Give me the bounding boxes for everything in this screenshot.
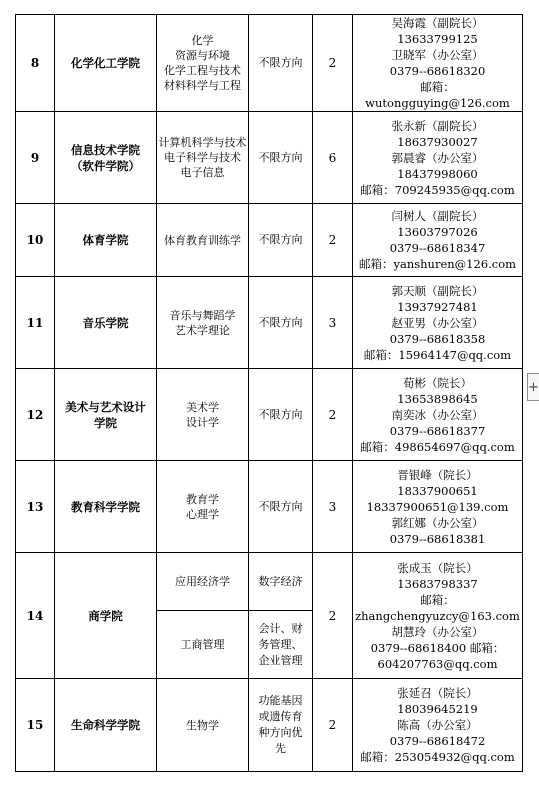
major-list <box>157 461 249 553</box>
contact-info-line: 吴海霞（副院长） <box>391 16 484 30</box>
major-list <box>157 553 249 611</box>
major-list <box>157 204 249 277</box>
contact-info-line: 卫晓军（办公室） <box>391 48 484 62</box>
college-name <box>55 679 157 772</box>
contact-info-line: 邮箱： <box>420 592 455 607</box>
major-list <box>157 679 249 772</box>
major-list-line: 体育教育训练学 <box>164 233 241 247</box>
college-name-line: 美术与艺术设计 <box>65 399 146 414</box>
contact-info <box>353 679 523 772</box>
contact-info-line: 13633799125 <box>397 32 478 46</box>
major-list-line: 化学 <box>191 34 214 47</box>
research-direction-line: 不限方向 <box>258 499 303 513</box>
college-name <box>55 204 157 277</box>
contact-info <box>353 277 523 369</box>
contact-info <box>353 15 523 112</box>
college-name-line: 商学院 <box>88 608 123 623</box>
college-name <box>55 369 157 461</box>
contact-info-line: 0379--68618381 <box>389 531 486 546</box>
row-number: 8 <box>16 15 55 112</box>
major-list-line: 音乐与舞蹈学 <box>169 308 236 322</box>
contact-info-line: 18637930027 <box>397 134 478 149</box>
contact-info-line: 邮箱： <box>420 80 455 94</box>
table-row <box>16 112 523 204</box>
college-name-line: 学院 <box>94 415 117 430</box>
contact-info-line: 荀彬（院长） <box>403 375 472 390</box>
contact-info <box>353 112 523 204</box>
college-name-line: 信息技术学院 <box>71 142 140 157</box>
contact-info-line: 郭红娜（办公室） <box>391 515 484 530</box>
contact-info <box>353 369 523 461</box>
research-direction-line: 不限方向 <box>258 150 303 164</box>
contact-info-line: 张永新（副院长） <box>391 118 484 133</box>
contact-info-line: 0379--68618347 <box>389 241 486 255</box>
contact-info-line: 郭晨睿（办公室） <box>391 150 484 165</box>
research-direction-line: 种方向优 <box>258 726 303 739</box>
research-direction <box>249 277 313 369</box>
research-direction-line: 或遗传育 <box>258 710 303 723</box>
major-list-line: 电子科学与技术 <box>164 151 241 164</box>
research-direction-line: 先 <box>275 742 286 755</box>
contact-info-line: 邮箱：709245935@qq.com <box>360 182 515 197</box>
major-list-line: 心理学 <box>186 507 219 521</box>
major-list-line: 应用经济学 <box>175 575 230 588</box>
research-direction-line: 务管理、 <box>258 637 303 651</box>
table-row <box>16 15 523 112</box>
table-row <box>16 553 523 611</box>
contact-info-line: 18039645219 <box>397 702 478 716</box>
contact-info-line: 0379--68618400 邮箱： <box>370 640 505 655</box>
research-direction <box>249 611 313 679</box>
contact-info-line: 13683798337 <box>397 576 478 591</box>
contact-info <box>353 204 523 277</box>
quota-count: 6 <box>313 112 353 204</box>
quota-count: 2 <box>313 15 353 112</box>
contact-info-line: 邮箱：15964147@qq.com <box>363 347 512 362</box>
contact-info-line: 晋银峰（院长） <box>397 467 478 482</box>
row-number: 12 <box>16 369 55 461</box>
contact-info-line: 0379--68618320 <box>389 64 486 78</box>
contact-info-line: 604207763@qq.com <box>377 656 498 671</box>
major-list-line: 化学工程与技术 <box>164 64 241 77</box>
table-row <box>16 277 523 369</box>
major-list-line: 生物学 <box>186 718 219 732</box>
contact-info-line: 胡慧玲（办公室） <box>391 624 484 639</box>
research-direction-line: 企业管理 <box>258 653 303 667</box>
college-name-line: 音乐学院 <box>82 315 129 330</box>
major-list-line: 艺术学理论 <box>175 323 230 337</box>
major-list <box>157 112 249 204</box>
contact-info-line: 13653898645 <box>397 391 478 406</box>
major-list <box>157 611 249 679</box>
contact-info <box>353 553 523 679</box>
college-name <box>55 112 157 204</box>
college-name-line: 教育科学学院 <box>71 499 140 514</box>
research-direction <box>249 679 313 772</box>
row-number: 13 <box>16 461 55 553</box>
row-number: 11 <box>16 277 55 369</box>
research-direction-line: 不限方向 <box>258 233 303 246</box>
major-list-line: 电子信息 <box>180 166 225 179</box>
row-number: 15 <box>16 679 55 772</box>
research-direction-line: 功能基因 <box>258 694 303 707</box>
contact-info-line: zhangchengyuzcy@163.com <box>355 608 520 623</box>
major-list <box>157 277 249 369</box>
contact-info-line: 陈高（办公室） <box>397 718 478 732</box>
research-direction <box>249 461 313 553</box>
contact-info-line: 邮箱：498654697@qq.com <box>360 439 515 454</box>
contact-info-line: 张成玉（院长） <box>397 560 478 575</box>
contact-info-line: 18337900651@139.com <box>366 499 509 514</box>
major-list <box>157 15 249 112</box>
quota-count: 2 <box>313 204 353 277</box>
row-number: 9 <box>16 112 55 204</box>
contact-info-line: 南奕冰（办公室） <box>391 407 484 422</box>
table-row <box>16 204 523 277</box>
major-list-line: 设计学 <box>186 415 219 429</box>
table-row <box>16 369 523 461</box>
research-direction <box>249 112 313 204</box>
table-body <box>16 15 523 772</box>
contact-info-line: wutongguying@126.com <box>365 96 510 110</box>
row-number: 14 <box>16 553 55 679</box>
research-direction-line: 不限方向 <box>258 407 303 421</box>
research-direction-line: 不限方向 <box>258 315 303 329</box>
contact-info-line: 0379--68618358 <box>389 331 486 346</box>
college-name-line: （软件学院） <box>71 158 140 173</box>
research-direction <box>249 369 313 461</box>
contact-info-line: 0379--68618472 <box>389 734 486 748</box>
quota-count: 2 <box>313 679 353 772</box>
major-list <box>157 369 249 461</box>
research-direction <box>249 553 313 611</box>
college-name <box>55 277 157 369</box>
add-icon[interactable]: + <box>527 373 539 401</box>
research-direction-line: 数字经济 <box>258 574 303 588</box>
research-direction-line: 会计、财 <box>258 621 303 635</box>
college-name <box>55 553 157 679</box>
research-direction <box>249 15 313 112</box>
contact-info-line: 张延召（院长） <box>397 686 478 700</box>
contact-info-line: 郭天顺（副院长） <box>391 283 484 298</box>
contact-info-line: 18437998060 <box>397 166 478 181</box>
quota-count: 3 <box>313 277 353 369</box>
contact-info-line: 闫树人（副院长） <box>391 209 484 223</box>
major-list-line: 工商管理 <box>180 638 225 651</box>
major-list-line: 教育学 <box>186 492 219 506</box>
major-list-line: 资源与环境 <box>175 49 230 62</box>
contact-info <box>353 461 523 553</box>
table-row <box>16 679 523 772</box>
table-row <box>16 461 523 553</box>
major-list-line: 计算机科学与技术 <box>158 136 247 149</box>
research-direction-line: 不限方向 <box>258 56 303 69</box>
quota-count: 2 <box>313 369 353 461</box>
contact-info-line: 邮箱：yanshuren@126.com <box>358 257 517 271</box>
recruitment-table <box>15 14 523 772</box>
college-name-line: 生命科学学院 <box>71 718 140 732</box>
row-number: 10 <box>16 204 55 277</box>
college-name-line: 化学化工学院 <box>71 56 140 70</box>
contact-info-line: 邮箱：253054932@qq.com <box>360 750 515 764</box>
research-direction <box>249 204 313 277</box>
contact-info-line: 13603797026 <box>397 225 478 239</box>
major-list-line: 材料科学与工程 <box>164 79 241 92</box>
contact-info-line: 13937927481 <box>397 299 478 314</box>
contact-info-line: 18337900651 <box>397 483 478 498</box>
college-name-line: 体育学院 <box>82 233 129 247</box>
quota-count: 2 <box>313 553 353 679</box>
college-name <box>55 461 157 553</box>
college-name <box>55 15 157 112</box>
contact-info-line: 赵亚男（办公室） <box>391 315 484 330</box>
major-list-line: 美术学 <box>186 400 219 414</box>
quota-count: 3 <box>313 461 353 553</box>
contact-info-line: 0379--68618377 <box>389 423 486 438</box>
